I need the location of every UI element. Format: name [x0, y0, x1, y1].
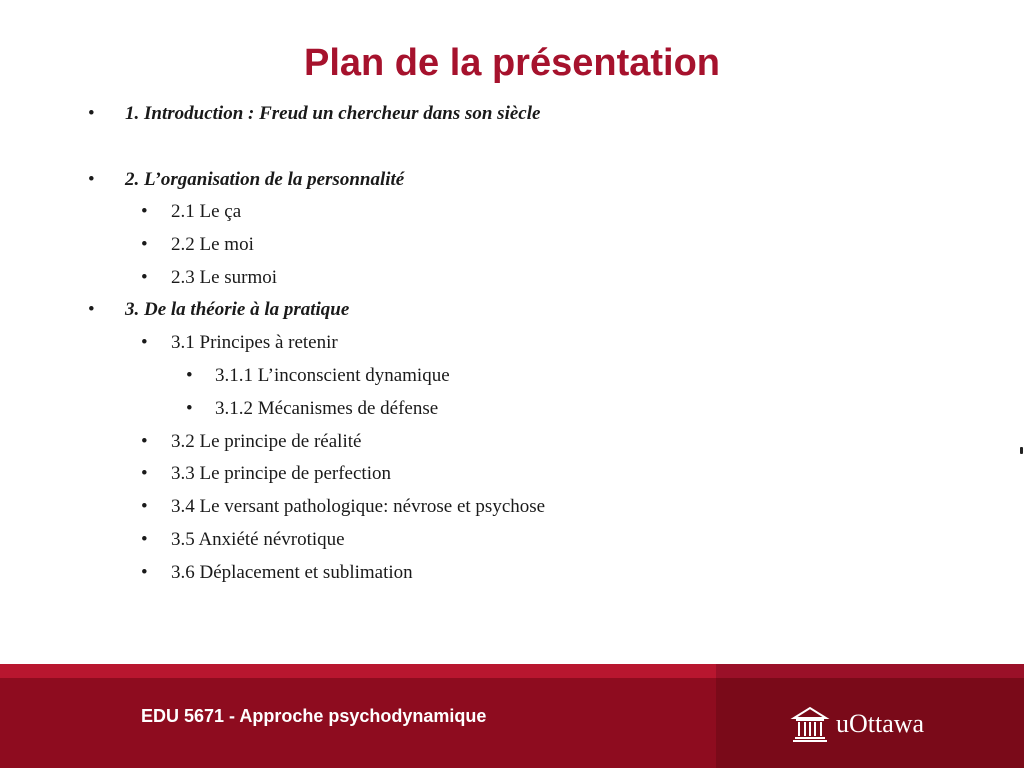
- bullet-icon: •: [88, 169, 95, 190]
- bullet-icon: •: [186, 398, 193, 419]
- bullet-icon: •: [141, 201, 148, 222]
- bullet-icon: •: [141, 496, 148, 517]
- slide-title: Plan de la présentation: [304, 42, 720, 84]
- outline-item: [88, 168, 405, 192]
- outline-item-label: 1. Introduction : Freud un chercheur dans son siècle: [125, 103, 541, 124]
- bullet-icon: •: [88, 103, 95, 124]
- university-building-icon: [790, 704, 830, 744]
- uottawa-logo-text: uOttawa: [836, 709, 925, 738]
- stray-mark: [1020, 447, 1023, 454]
- outline-item: [141, 561, 413, 585]
- bullet-icon: •: [141, 562, 148, 583]
- bullet-icon: •: [88, 299, 95, 320]
- outline-item: [141, 528, 345, 552]
- outline-item: [186, 397, 439, 421]
- outline-item-label: 3.1 Principes à retenir: [171, 332, 338, 353]
- outline-item-label: 3.4 Le versant pathologique: névrose et psychose: [171, 496, 546, 517]
- outline-item: [88, 298, 350, 322]
- outline-item-label: 2.3 Le surmoi: [171, 267, 278, 288]
- outline-item-label: 2. L’organisation de la personnalité: [125, 169, 405, 190]
- bullet-icon: •: [186, 365, 193, 386]
- outline-item: [141, 266, 278, 290]
- outline-item-label: 3.5 Anxiété névrotique: [171, 529, 345, 550]
- outline-item: [141, 495, 546, 519]
- bullet-icon: •: [141, 431, 148, 452]
- bullet-icon: •: [141, 529, 148, 550]
- uottawa-logo: [790, 704, 924, 744]
- outline-item: [141, 233, 254, 257]
- outline-item-label: 3.1.1 L’inconscient dynamique: [215, 365, 450, 386]
- bullet-icon: •: [141, 267, 148, 288]
- outline-item-label: 3.6 Déplacement et sublimation: [171, 562, 413, 583]
- outline-item-label: 2.1 Le ça: [171, 201, 242, 222]
- outline-item: [141, 462, 391, 486]
- bullet-icon: •: [141, 332, 148, 353]
- outline-item-label: 2.2 Le moi: [171, 234, 254, 255]
- outline-item-label: 3.1.2 Mécanismes de défense: [215, 398, 439, 419]
- outline-item-label: 3.3 Le principe de perfection: [171, 463, 391, 484]
- outline-item: [186, 364, 450, 388]
- bullet-icon: •: [141, 463, 148, 484]
- course-title: EDU 5671 - Approche psychodynamique: [141, 706, 487, 726]
- footer-logo-panel-accent: [716, 664, 1024, 678]
- bullet-icon: •: [141, 234, 148, 255]
- outline-item: [88, 102, 541, 126]
- outline-item: [141, 200, 242, 224]
- outline-item-label: 3. De la théorie à la pratique: [125, 299, 350, 320]
- outline-item-label: 3.2 Le principe de réalité: [171, 431, 362, 452]
- outline-item: [141, 430, 362, 454]
- outline-item: [141, 331, 338, 355]
